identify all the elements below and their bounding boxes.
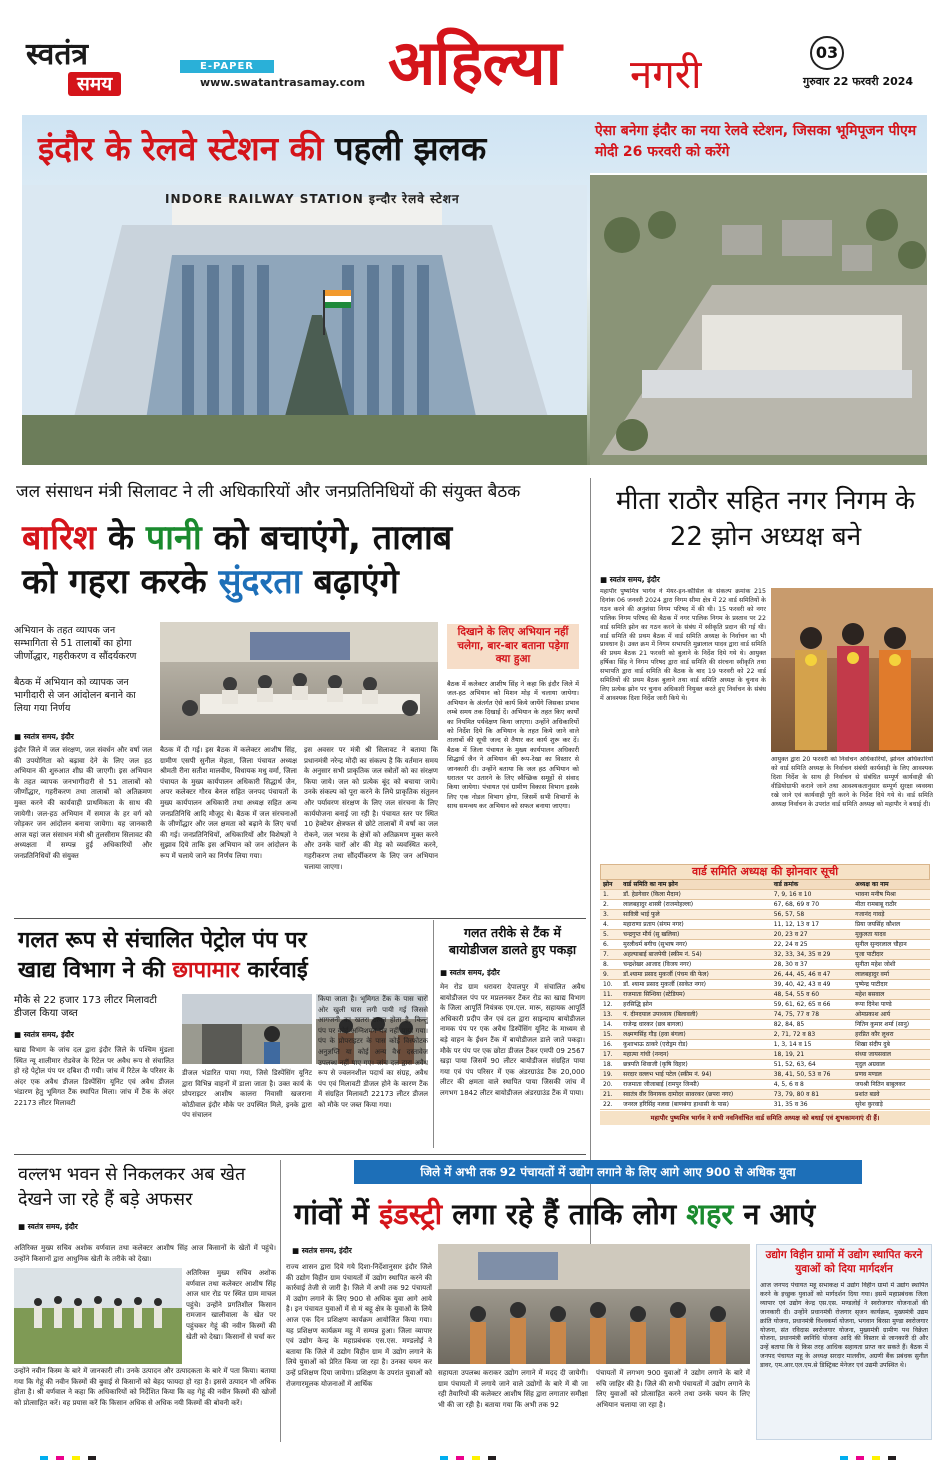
table-cell: चन्द्रगुप्त मौर्य (सु खलिया) (620, 930, 771, 940)
story2-headline: मीता राठौर सहित नगर निगम के 22 झोन अध्यक्ष बने (616, 486, 915, 552)
table-cell: 20, 23 व 27 (771, 930, 852, 940)
table-cell: पं. दीनदयाल उपाध्याय (बिलावली) (620, 1010, 771, 1020)
table-row (600, 950, 930, 960)
table-row (600, 940, 930, 950)
table-row (600, 1090, 930, 1100)
headline-word: को बचाएंगे, तालाब (201, 518, 453, 558)
ward-table-footer: महापौर पुष्यमित्र भार्गव ने सभी नवनिर्वाचित वार्ड समिति अध्यक्ष को बधाई एवं शुभकामनाएं दी हैं। (600, 1111, 930, 1125)
table-cell: 11, 12, 13 व 17 (771, 920, 852, 930)
table-cell: 2, 71, 72 व 83 (771, 1030, 852, 1040)
byline-text: स्वतंत्र समय, इंदौर (23, 732, 74, 741)
table-cell: 12. (600, 1000, 620, 1010)
table-cell: ओमप्रकाश आर्य (852, 1010, 930, 1020)
table-cell: 9. (600, 970, 620, 980)
table-cell: छत्रपति शिवाजी (कृषि विहार) (620, 1060, 771, 1070)
byline-text: स्वतंत्र समय, इंदौर (23, 1030, 74, 1039)
headline-part: कार्रवाई (239, 958, 308, 983)
table-row (600, 990, 930, 1000)
story1-body-col2: बैठक में दी गई। इस बैठक में कलेक्टर आशीष सिंह, ग्रामीण एसपी सुनील मेहता, जिला पंचायत अध्यक्ष श्रीमती रीना सतीश मालवीय, विधायक मधु वर्मा, जिला पंचायत के मुख्य कार्यपालन अधिकारी सिद्धार्थ जैन, अपर कलेक्टर गौरव बेनल सहित जनपद पंचायतों के मुख्य कार्यपालन अधिकारी तथा अध्यक्ष सहित अन्य जनप्रतिनिधि आदि मौजूद थे। बैठक में जल संरचनाओं के जीर्णोद्धार और जल क्षमता को बढ़ाने के लिए चर्चा की गई। जनप्रतिनिधियों, अधिकारियों और विशेषज्ञों ने सुझाव दिये ताकि इस अभियान को जन आंदोलन के रूप में चलाये जाने का निर्णय लिया गया। (160, 746, 297, 860)
story3-headline (18, 926, 438, 986)
table-cell: जयश्री नितिन बाबुलकर (852, 1080, 930, 1090)
hero-headline-red: इंदौर के रेलवे स्टेशन की (38, 129, 324, 168)
table-cell: 8. (600, 960, 620, 970)
column-divider (433, 920, 434, 1148)
table-cell: नितिन कुमार शर्मा (सानु) (852, 1020, 930, 1030)
story2-body: महापौर पुष्यमित्र भार्गव ने मेयर-इन-कौंसिल के संकल्प क्रमांक 215 दिनांक 06 जनवरी 2024 द्वारा निगम सीमा क्षेत्र में 22 वार्ड समितियों के गठन करने की अनुशंसा निगम परिषद में की थी। 15 फरवरी को नगर पालिक निगम परिषद की बैठक में नगर पालिक निगम के प्रस्ताव पर 22 वार्ड समिति झोन का गठन करने के संबंध में स्वीकृति प्रदान की गई थी। वार्ड समिति की प्रथम बैठक में वार्ड समिति अध्यक्ष के निर्वाचन का भी प्रावधान है। उक्त क्रम में निगम सभापति मुन्नालाल यादव द्वारा वार्ड समिति की प्रथम बैठक 21 फरवरी को बुलाने के निर्देश दिये गये थे। आयुक्त हर्षिका सिंह ने निगम परिषद द्वारा वार्ड समिति की संरचना स्वीकृति तथा सभापति द्वारा वार्ड समिति की बैठक के बाद 19 फरवरी को 22 वार्ड समितियों की प्रथम बैठक बुलाने तथा वार्ड समिति अध्यक्ष के चुनाव के लिए प्रत्येक झोन पर चुनाव अधिकारी नियुक्त करते हुए निर्वाचन के संबंध में आवश्यक दिशा निर्देश जारी किये थे। (600, 588, 766, 702)
table-row (600, 1070, 930, 1080)
story6-body-col2: सहायता उपलब्ध कराकर उद्योग लगाने में मदद दी जायेगी। ग्राम पंचायतों में लगाये जाने वाले उद्योगों के बारे में बी जा रही तैयारियों की कलेक्टर आशीष सिंह द्वारा लगातार समीक्षा भी की जा रही है। बताया गया कि अभी तक 92 (438, 1369, 588, 1409)
table-cell: शिखा संदीप दुबे (852, 1040, 930, 1050)
registration-mark (56, 1456, 64, 1460)
table-cell: 51, 52, 63, 64 (771, 1060, 852, 1070)
logo-line2: समय (68, 72, 121, 96)
table-cell: 18. (600, 1060, 620, 1070)
table-row (600, 1010, 930, 1020)
registration-mark (856, 1456, 864, 1460)
table-cell: 59, 61, 62, 65 व 66 (771, 1000, 852, 1010)
table-cell: 31, 35 व 36 (771, 1100, 852, 1110)
registration-mark (488, 1456, 496, 1460)
table-cell: सुरेश कुरवाड़े (852, 1100, 930, 1110)
divider (14, 1154, 586, 1155)
table-cell: 18, 19, 21 (771, 1050, 852, 1060)
table-cell: 16. (600, 1040, 620, 1050)
table-cell: 28, 30 व 37 (771, 960, 852, 970)
table-cell: रूपा दिनेश पाण्डे (852, 1000, 930, 1010)
registration-mark (888, 1456, 896, 1460)
table-header: अध्यक्ष का नाम (852, 880, 930, 890)
table-cell: संध्या जायसवाल (852, 1050, 930, 1060)
table-cell: 2. (600, 900, 620, 910)
table-cell: लालबहादुर वर्मा (852, 970, 930, 980)
table-cell: चन्द्रशेखर आजाद (विजय नगर) (620, 960, 771, 970)
officials-photo (771, 588, 933, 752)
byline-text: स्वतंत्र समय, इंदौर (27, 1222, 78, 1231)
story3-body-col1: खाद्य विभाग के जांच दल द्वारा इंदौर जिले के पश्चिम मुंडला स्थित न्यू शालीमार रोडवेज के रिटेल पर अवैध रूप से संचालित हो रहे पेट्रोल पंप पर दबिश दी गयी। जांच में रिटेल के परिसर के अंदर एक अवैध डीजल डिस्पेंसिंग यूनिट एवं अवैध डीजल भंडारण हेतु भूमिगत टैंक स्थापित मिला। जांच में टैंक के अंदर 22173 लीटर मिलावटी (14, 1046, 174, 1107)
story1-sidebar-body: बैठक में कलेक्टर आशीष सिंह ने कहा कि इंदौर जिले में जल-हठ अभियान को मिशन मोड़ में चलाया जायेगा। अभियान के अंतर्गत ऐसे कार्य किये जायेंगे जिसका प्रभाव लम्बे समय तक दिखाई दें। अभियान के तहत किए कार्यों का नियमित पर्यवेक्षण किया जाएगा। उन्होंने अधिकारियों को निर्देश दिये कि अभियान के तहत किये जाने वाले तालाबों की सूची जल्द से तैयार कर कार्य शुरू कर दें। बैठक में जिला पंचायत के मुख्य कार्यपालन अधिकारी सिद्धार्थ जैन ने अभियान की रूप-रेखा का विस्तार से जानकारी दी। उन्होंने बताया कि जल हठ अभियान को धरातल पर उतारने के लिए स्वैच्छिक समूहों से संवाद किया जायेगा। पंचायत एवं ग्रामीण विकास विभाग इसके लिए एक नोडल विभाग होगा, जिसमें सभी विभागों के साथ समन्वय कर अभियान को सफल बनाया जाएगा। (447, 680, 579, 811)
meeting-photo-graphic (160, 622, 438, 740)
headline-word-blue: सुंदरता (218, 562, 302, 602)
story1-deck2: बैठक में अभियान को व्यापक जन भागीदारी से जन आंदोलन बनाने का लिया गया निर्णय (14, 677, 136, 714)
table-row (600, 1080, 930, 1090)
table-cell: मुकुलता यादव (852, 930, 930, 940)
table-row (600, 980, 930, 990)
table-cell: स्वातंत्र वीर विनायक दामोदर सावरकर (छपरा नगर) (620, 1090, 771, 1100)
officials-photo-graphic (771, 588, 933, 752)
table-cell: 17. (600, 1050, 620, 1060)
registration-mark (872, 1456, 880, 1460)
table-cell: महेश बसवाल (852, 990, 930, 1000)
table-cell: 26, 44, 45, 46 व 47 (771, 970, 852, 980)
story5-lead: अतिरिक्त मुख्य सचिव अशोक वर्णवाल तथा कलेक्टर आशीष सिंह आज किसानों के खेतों में पहुंचे। उन्होंने किसानों द्वारा आधुनिक खेती के तरीके को देखा। (14, 1244, 276, 1263)
story6-sidebar-head: उद्योग विहीन ग्रामों में उद्योग स्थापित करने युवाओं को दिया मार्गदर्शन (765, 1249, 923, 1275)
headline-part: न आएं (733, 1197, 816, 1231)
table-cell: राजेन्द्र धारकर (छत्र बागला) (620, 1020, 771, 1030)
table-header-row (600, 880, 930, 890)
story4-byline: ■ स्वतंत्र समय, इंदौर (440, 968, 500, 977)
headline-word: के (96, 518, 146, 558)
story5-headline: वल्लभ भवन से निकलकर अब खेत देखने जा रहे हैं बड़े अफसर (18, 1164, 246, 1210)
table-cell: महात्मा गांधी (नन्दन) (620, 1050, 771, 1060)
publication-logo (26, 38, 146, 110)
story6-kicker-banner: जिले में अभी तक 92 पंचायतों में उद्योग लगाने के लिए आगे आए 900 से अधिक युवा (354, 1160, 862, 1184)
table-header: झोन (600, 880, 620, 890)
story6-body-col1: राज्य शासन द्वारा दिये गये दिशा-निर्देशानुसार इंदौर जिले की उद्योग विहीन ग्राम पंचायतों में उद्योग स्थापित करने की कार्रवाई तेजी से जारी है। जिले में अभी तक 92 पंचायतों में उद्योग लगाने के लिए 900 से अधिक युवा आगे आये है। इन पंचायत युवाओं में से मं बहू क्षेत्र के युवाओं के लिये आज एक दिन प्रशिक्षण कार्यक्रम आयोजित किया गया। यह प्रशिक्षण कार्यक्रम महू में सम्पन्न हुआ। जिला व्यापार एवं उद्योग केन्द्र के महाप्रबंधक एस.एस. मण्डलोई ने बताया कि जिले में उद्योग विहीन ग्राम में उद्योग लगाने के लिये युवाओं को प्रेरित किया जा रहा है। उनका चयन कर उन्हें प्रशिक्षण दिया जायेगा। प्रशिक्षण के उपरांत युवाओं को रोजगारमूलक योजनाओं में आर्थिक (286, 1263, 432, 1388)
headline-part: लगा रहे हैं ताकि लोग (442, 1197, 687, 1231)
story1-body-col3: इस अवसर पर मंत्री श्री सिलावट ने बताया कि प्रधानमंत्री नरेन्द्र मोदी का संकल्प है कि वर्तमान समय के अनुसार सभी प्राकृतिक जल स्त्रोतों को का संरक्षण किया जाये। जल को प्रत्येक बूंद को बचाया जाये। उनके संकल्प को पूरा करने के लिये प्राकृतिक संतुलन और पर्यावरण संरक्षण के लिए जल संरचना के लिए कार्ययोजना बनाई जा रही है। पंचायत स्तर पर स्थित 10 हेक्टेयर क्षेत्रफल से छोटे तालाबों में वर्षा का जल रोकने, जल भराव के क्षेत्रों को अतिक्रमण मुक्त करने और उनके चारों ओर की मेड़ को व्यवस्थित करने, गहरीकरण तथा सौंदर्यीकरण के लिए जन अभियान चलाया जाएगा। (304, 746, 438, 871)
table-cell: 22, 24 व 25 (771, 940, 852, 950)
table-header: वार्ड समिति का नाम झोन (620, 880, 771, 890)
table-row (600, 1000, 930, 1010)
petrol-pump-photo-1 (182, 994, 312, 1064)
table-cell: 19. (600, 1070, 620, 1080)
registration-mark (40, 1456, 48, 1460)
table-cell: 38, 41, 50, 53 व 76 (771, 1070, 852, 1080)
divider (14, 918, 586, 919)
farm-visit-graphic (14, 1268, 182, 1364)
headline-part-green: शहर (686, 1197, 734, 1231)
table-cell: पुष्पेन्द्र पाटीदार (852, 980, 930, 990)
ward-committee-table (600, 880, 930, 1110)
table-cell: पूजा पाटीदार (852, 950, 930, 960)
table-body (600, 890, 930, 1110)
headline-part-red: छापामार (172, 958, 240, 983)
story5-body-col2: अतिरिक्त मुख्य सचिव अशोक वर्णवाल तथा कलेक्टर आशीष सिंह आज धार रोड पर स्थित ग्राम माचल पहुंचे। उन्होंने प्रगतिशील किसान रामजान खालीवाला के खेत पर पहुंचकर गेहूं की नवीन किस्मों की खेती को देखा। किसानों से चर्चा कर (186, 1269, 276, 1341)
table-cell: 1. (600, 890, 620, 900)
training-photo-graphic (438, 1244, 750, 1364)
table-row (600, 1050, 930, 1060)
headline-word: बढ़ाएंगे (301, 562, 399, 602)
table-cell: कुशाभाऊ ठाकरे (एरोड्रम रोड) (620, 1040, 771, 1050)
table-cell: गजानंद गावड़े (852, 910, 930, 920)
petrol-pump-graphic-1 (182, 994, 312, 1064)
story6-sidebar-body: आज जनपद पंचायत महू सभाकक्ष में उद्योग विहीन ग्रामों में उद्योग स्थापित करने के इच्छुक युवाओं को मार्गदर्शन दिया गया। इसमें महाप्रबंधक जिला व्यापार एवं उद्योग केन्द्र एस.एस. मण्डलोई ने स्वरोजगार योजनाओं की जानकारी दी। उन्होंने प्रधानमंत्री रोजगार सृजन कार्यक्रम, मुख्यमंत्री उद्यम क्रांति योजना, प्रधानमंत्री विश्वकर्मा योजना, भगवान बिरसा मुण्डा स्वरोजगार योजना, संत रविदास स्वरोजगार योजना, मुख्यमंत्री ग्रामीण पथ विक्रेता योजना, प्रधानमंत्री स्वनिधि योजना आदि की विस्तार से जानकारी दी और उन्हें बताया कि वे किस तरह आधिक सहायता प्राप्त कर सकते हैं। बैठक में जनपद पंचायत महू के अध्यक्ष सरदार मालवीय, अग्रणी बैंक प्रबंधक सुनील डावर, एम.आर.एल.एम.से डिस्ट्रिक्ट मेनेजर एवं उद्यमी उपस्थित थे। (760, 1282, 928, 1370)
table-cell: 48, 54, 55 व 60 (771, 990, 852, 1000)
registration-mark (456, 1456, 464, 1460)
headline-part: गांवों में (294, 1197, 380, 1231)
table-cell: प्रिया जयसिंह कौशल (852, 920, 930, 930)
table-cell: लालबहादुर शास्त्री (राजमोहल्ला) (620, 900, 771, 910)
hero-headline (38, 128, 486, 170)
headline-word-red: बारिश (22, 518, 97, 558)
table-cell: सुनील सुन्दरलाल चौहान (852, 940, 930, 950)
registration-mark (72, 1456, 80, 1460)
table-row (600, 970, 930, 980)
table-cell: मुरलीधर्म बगीच (सुभाष नगर) (620, 940, 771, 950)
story3-byline: ■ स्वतंत्र समय, इंदौर (14, 1030, 74, 1039)
story6-body-col3: पंचायतों में लगभग 900 युवाओं ने उद्योग लगाने के बारे में रुचि जाहिर की है। जिले की सभी पंचायतों में उद्योग लगाने के लिए युवाओं को प्रोत्साहित करने तथा उनके चयन के लिए अभियान चलाया जा रहा है। (596, 1369, 750, 1409)
byline-text: स्वतंत्र समय, इंदौर (301, 1246, 352, 1255)
table-cell: महाराणा प्रताप (संगम नगर) (620, 920, 771, 930)
table-cell: मृदुल अग्रवाल (852, 1060, 930, 1070)
table-row (600, 900, 930, 910)
logo-line1: स्वतंत्र (26, 37, 89, 72)
table-row (600, 910, 930, 920)
epaper-badge: E-PAPER (180, 60, 274, 73)
page-number: 03 (810, 36, 844, 70)
table-row (600, 930, 930, 940)
hero-headline-black: पहली झलक (334, 129, 487, 168)
table-cell: 22. (600, 1100, 620, 1110)
issue-date: गुरुवार 22 फरवरी 2024 (803, 75, 914, 88)
table-cell: सावित्री भाई फुले (620, 910, 771, 920)
story1-body-col1: इंदौर जिले में जल संरक्षण, जल संवर्धन और वर्षा जल की उपयोगिता को बढ़ावा देने के लिए जल हठ अभियान की शुरुआत शीघ्र की जाएगी। इस अभियान के तहत व्यापक जनभागीदारी से 51 तालाबों को जीर्णोद्धार, गहरीकरण तथा तालाबों को अतिक्रमण मुक्त करने की कार्यवाही प्राथमिकता के साथ की जायेगी। जल-हठ अभियान में समाज के हर वर्ग को जोड़कर जन आंदोलन बनाया जायेगा। यह जानकारी आज यहां जल संसाधन मंत्री श्री तुलसीराम सिलावट की अध्यक्षता में सम्पन्न हुई अधिकारियों और जनप्रतिनिधियों की संयुक्त (14, 746, 152, 860)
table-cell: राजमाता सिन्धिया (स्टेडियम) (620, 990, 771, 1000)
table-cell: 5. (600, 930, 620, 940)
story6-headline (294, 1194, 934, 1234)
table-cell: 67, 68, 69 व 70 (771, 900, 852, 910)
table-cell: 14. (600, 1020, 620, 1030)
table-cell: 7. (600, 950, 620, 960)
website-url[interactable]: www.swatantrasamay.com (200, 76, 366, 89)
story4-body: मेन रोड ग्राम धरावरा देपालपुर में संचालित अवैध बायोडीजल पंप पर मप्रलनकर टैंकर रोड का खाद्य विभाग के जिला आपूर्ति नियंत्रक एम.एल. मारू, सहायक आपूर्ति अधिकारी प्रदीप जैन एवं दल द्वारा साइन्दाय बायोडीजल नामक पंप पर एक अवैध डिस्पेंसिंग यूनिट के माध्यम से बड़े वाहन के ईंधन टैंक में बायोडीजल डाले जाते पकड़ा। मौके पर पंप पर एक छोटा डीजल टैंकर एमपी 09 2567 खड़ा पाया जिसमें 90 लीटर बायोडीजल संग्रहित पाया गया एवं पंप परिसर में एक अंडरग्राउंड टैंक 20,000 लीटर की क्षमता वाले स्थापित पाया जिसकी जांच में लगभग 1842 लीटर बायोडीजल अंडरग्राउंड टैंक में पाया। (440, 983, 585, 1097)
story3-deck: मौके से 22 हजार 173 लीटर मिलावटी डीजल किया जब्त (14, 995, 157, 1019)
table-cell: मीता रामबाबू राठौर (852, 900, 930, 910)
table-cell: 74, 75, 77 व 78 (771, 1010, 852, 1020)
headline-part-red: इंडस्ट्री (379, 1197, 443, 1231)
table-row (600, 1040, 930, 1050)
headline-line1: गलत रूप से संचालित पेट्रोल पंप पर (18, 928, 307, 953)
registration-mark (840, 1456, 848, 1460)
meeting-photo (160, 622, 438, 740)
hero-subheadline: ऐसा बनेगा इंदौर का नया रेलवे स्टेशन, जिसका भूमिपूजन पीएम मोदी 26 फरवरी को करेंगे (595, 123, 917, 160)
headline-part: खाद्य विभाग ने की (18, 958, 173, 983)
headline-word: को गहरा करके (22, 562, 219, 602)
table-cell: 73, 79, 80 व 81 (771, 1090, 852, 1100)
table-cell: हरप्रित कौर लूथरा (852, 1030, 930, 1040)
farm-visit-photo (14, 1268, 182, 1364)
table-cell: 39, 40, 42, 43 व 49 (771, 980, 852, 990)
table-cell: हरसिद्धि झोन (620, 1000, 771, 1010)
table-cell: प्रणव मण्डल (852, 1070, 930, 1080)
table-cell: भावना मनीष मिश्रा (852, 890, 930, 900)
column-divider (280, 1160, 281, 1442)
table-cell: 15. (600, 1030, 620, 1040)
table-cell: अहल्याबाई बाजपेयी (स्कीम नं. 54) (620, 950, 771, 960)
table-row (600, 960, 930, 970)
table-header: वार्ड क्रमांक (771, 880, 852, 890)
table-cell: डॉ.श्यामा प्रसाद मुकर्जी (पंचम की फेल) (620, 970, 771, 980)
table-row (600, 890, 930, 900)
headline-word-green: पानी (145, 518, 202, 558)
byline-text: स्वतंत्र समय, इंदौर (609, 575, 660, 584)
story1-byline: ■ स्वतंत्र समय, इंदौर (14, 732, 74, 741)
registration-mark (440, 1456, 448, 1460)
table-cell: 56, 57, 58 (771, 910, 852, 920)
table-cell: सरदार वल्लभ भाई पटेल (स्कीम नं. 94) (620, 1070, 771, 1080)
table-cell: 6. (600, 940, 620, 950)
story3-body-col2: डीजल भंडारित पाया गया, जिसे डिस्पेंसिंग यूनिट द्वारा विभिन्न वाहनों में डाला जाता है। उक्त कार्य के प्रोपराइटर आशीष कालरा निवासी खजराना कोठीवाल इंदौर मौके पर उपस्थित मिले, इनके द्वारा पंप संचालन (182, 1069, 312, 1120)
table-cell: 21. (600, 1090, 620, 1100)
table-row (600, 1030, 930, 1040)
story1-sidebar-head: दिखाने के लिए अभियान नहीं चलेगा, बार-बार बताना पड़ेगा क्या हुआ (447, 624, 579, 669)
story3-body-col3: किया जाता है। भूमिगत टैंक के पास चारों ओर खुली घास लगी पायी गई जिससे आगजनी का खतरा उत्पन्न होता है, किन्तु पंप पर कोई अग्निशमन यंत्र नहीं पाया गया। पंप के प्रोपराइटर के पास कोई विस्फोटक अनुज्ञप्ति या कोई अन्य वैध दस्तावेज उपलब्ध नहीं पाए गए। जांच दल द्वारा अवैध रूप से ज्वलनशील पदार्थ का संग्रह, अवैध पंप एवं मिलावटी डीजल होने के कारण टैंक में संग्रहित मिलावटी 22173 लीटर डीजल को मौके पर जब्त किया गया। (318, 995, 428, 1109)
table-row (600, 1020, 930, 1030)
section-title-suffix: नगरी (630, 52, 702, 98)
story1-headline (22, 516, 592, 604)
story2-byline: ■ स्वतंत्र समय, इंदौर (600, 575, 660, 584)
story5-byline: ■ स्वतंत्र समय, इंदौर (18, 1222, 78, 1231)
table-cell: 13. (600, 1010, 620, 1020)
table-cell: डॉ. हेडगेवार (किला मैदान) (620, 890, 771, 900)
story1-deck1: अभियान के तहत व्यापक जन सम्भागिता से 51 तालाबों का होगा जीर्णोद्धार, गहरीकरण व सौंदर्यकरण (14, 625, 137, 662)
story4-headline: गलत तरीके से टैंक में बायोडीजल डालते हुए पकड़ा (448, 925, 577, 957)
table-cell: 3. (600, 910, 620, 920)
byline-text: स्वतंत्र समय, इंदौर (449, 968, 500, 977)
registration-mark (472, 1456, 480, 1460)
table-cell: सुनीता महेश जोशी (852, 960, 930, 970)
training-photo (438, 1244, 750, 1364)
table-cell: 4, 5, 6 व 8 (771, 1080, 852, 1090)
table-cell: 32, 33, 34, 35 व 29 (771, 950, 852, 960)
table-cell: 1, 3, 14 व 15 (771, 1040, 852, 1050)
story1-kicker: जल संसाधन मंत्री सिलावट ने ली अधिकारियों और जनप्रतिनिधियों की संयुक्त बैठक (16, 482, 521, 502)
story6-byline: ■ स्वतंत्र समय, इंदौर (292, 1246, 352, 1255)
table-cell: 82, 84, 85 (771, 1020, 852, 1030)
story5-body-col3: उन्होंने नवीन किस्म के बारे में जानकारी ली। उनके उत्पादन और उत्पादकता के बारे में पता किया। बताया गया कि गेहूं की नवीन किस्मों की बुवाई से किसानों को बेहद फायदा हो रहा है। इससे उत्पादन भी अधिक होता है। श्री वर्णवाल ने कहा कि अधिकारियों को निर्देशित किया कि वह गेहूं की नवीन किस्मों की खोजों को प्रोत्साहित करें। वह प्रयास करें कि किसान अधिक से अधिक नयी किस्मों की बोवनी करें। (14, 1367, 276, 1407)
table-row (600, 920, 930, 930)
table-cell: राजमाता जीजाबाई (रामपुर जिन्सी) (620, 1080, 771, 1090)
table-cell: 20. (600, 1080, 620, 1090)
registration-mark (88, 1456, 96, 1460)
table-row (600, 1060, 930, 1070)
table-cell: लक्ष्मणसिंह गौड़ (हवा बंगला) (620, 1030, 771, 1040)
table-cell: प्रशांत बडवे (852, 1090, 930, 1100)
table-cell: 4. (600, 920, 620, 930)
table-cell: जनरल हरिसिंह नलवा (बाणबंगा हाथासी के पास) (620, 1100, 771, 1110)
section-title: अहिल्या (388, 26, 561, 99)
station-sign: INDORE RAILWAY STATION इन्दौर रेलवे स्टेशन (165, 192, 460, 206)
table-cell: डॉ. श्यामा प्रसाद मुकर्जी (साकेत नगर) (620, 980, 771, 990)
table-cell: 11. (600, 990, 620, 1000)
table-cell: 10. (600, 980, 620, 990)
table-cell: 7, 9, 16 व 10 (771, 890, 852, 900)
story2-photo-caption: आयुक्त द्वारा 20 फरवरी को निर्वाचन अधिकारियों, झोनल अधिकारियों को वार्ड समिति अध्यक्ष के निर्वाचन संबंधी कार्यवाही के लिए आवश्यक दिशा निर्देश के साथ ही निर्वाचन से संबंधित सम्पूर्ण कार्यवाही की वीडियोग्राफी कराने जाने तथा आवश्यकतानुसार सम्पूर्ण सुरक्षा व्यवस्था रखे जाने एवं कार्यवाही पूरी करने के निर्देश दिये गये थे। वार्ड समिति अध्यक्ष निर्वाचन के उपरांत वार्ड समिति अध्यक्ष को महापौर ने बधाई दी। (771, 756, 933, 808)
ward-table-title: वार्ड समिति अध्यक्ष की झोनवार सूची (600, 864, 930, 880)
table-row (600, 1100, 930, 1110)
